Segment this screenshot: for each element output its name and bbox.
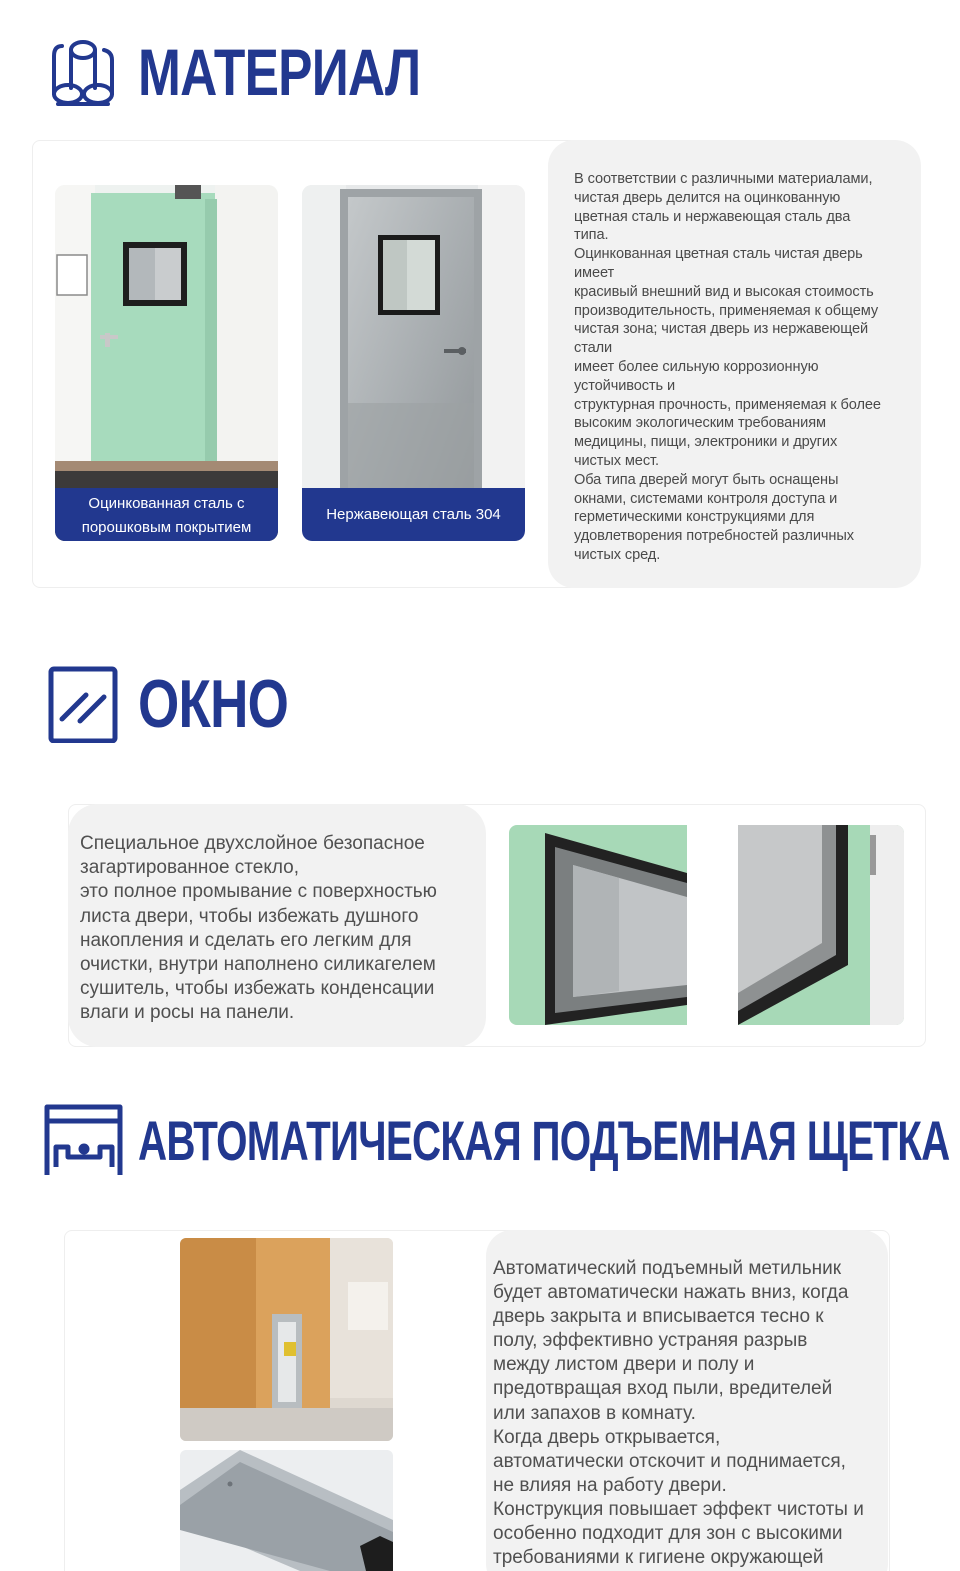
- material-title: МАТЕРИАЛ: [138, 35, 421, 109]
- door-seal-icon: [44, 1101, 124, 1179]
- window-photo-angle: [738, 825, 904, 1025]
- window-description: Специальное двухслойное безопасное загартированное стекло, это полное промывание с поверхностью листа двери, чтобы избежать душного накопления и сделать его легким для очистки, внутри наполнено силикагелем сушитель, чтобы избежать конденсации влаги и росы на панели.: [80, 833, 437, 1024]
- stainless-door-caption: Нержавеющая сталь 304: [302, 488, 525, 541]
- brush-photo-aluminum: [180, 1450, 393, 1571]
- material-description: В соответствии с различными материалами, чистая дверь делится на оцинкованную цветная сталь и нержавеющая сталь два типа. Оцинкованная цветная сталь чистая дверь имеет красивый внешний вид и высокая стоимость производительность, применяемая к общему чистая зона; чистая дверь из нержавеющей стали имеет более сильную коррозионную устойчивость и структурная прочность, применяемая к более высоким экологическим требованиям медицины, пищи, электроники и других чистых мест. Оба типа дверей могут быть оснащены окнами, системами контроля доступа и герметическими конструкциями для удовлетворения потребностей различных чистых сред.: [574, 171, 881, 563]
- brush-description: Автоматический подъемный метильник будет автоматически нажать вниз, когда дверь закрыта и вписывается тесно к полу, эффективно устраняя разрыв между листом двери и полу и предотвращая вход пыли, вредителей или запахов в комнату. Когда дверь открывается, автоматически отскочит и поднимается, не влияя на работу двери. Конструкция повышает эффект чистоты и особенно подходит для зон с высокими требованиями к гигиене окружающей: [493, 1258, 864, 1569]
- window-heading: [48, 664, 330, 744]
- brush-photo-wood: [180, 1238, 393, 1441]
- window-photo-front: [509, 825, 687, 1025]
- window-glass-icon: [48, 665, 118, 743]
- brush-heading: [44, 1100, 960, 1180]
- galvanized-door-caption: Оцинкованная сталь с порошковым покрытием: [55, 488, 278, 541]
- material-heading: [48, 30, 500, 114]
- material-rolls-icon: [48, 30, 118, 114]
- stainless-door-photo: [302, 185, 525, 541]
- galvanized-door-photo: [55, 185, 278, 541]
- window-title: ОКНО: [138, 666, 289, 742]
- brush-title: АВТОМАТИЧЕСКАЯ ПОДЪЕМНАЯ ЩЕТКА: [138, 1108, 950, 1172]
